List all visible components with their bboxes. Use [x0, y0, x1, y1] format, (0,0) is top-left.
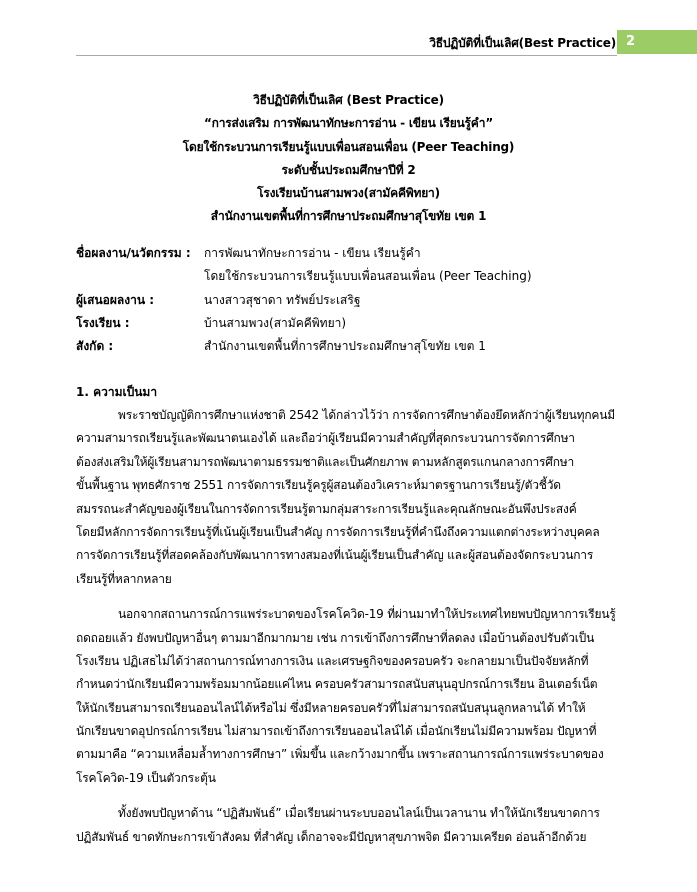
info-value: สำนักงานเขตพื้นที่การศึกษาประถมศึกษาสุโขทัย เขต 1 — [204, 339, 486, 354]
paragraph-line: โรคโควิด-19 เป็นตัวกระตุ้น — [76, 770, 216, 785]
info-key: โรงเรียน : — [76, 315, 130, 330]
title-line: สำนักงานเขตพื้นที่การศึกษาประถมศึกษาสุโขทัย เขต 1 — [210, 209, 487, 224]
paragraph-line: นักเรียนขาดอุปกรณ์การเรียน ไม่สามารถเข้าถึงการเรียนออนไลน์ได้ เมื่อนักเรียนไม่มีความพร้อม ปัญหาที่ — [76, 724, 597, 739]
title-line: วิธีปฏิบัติที่เป็นเลิศ (Best Practice) — [253, 93, 444, 107]
info-key: สังกัด : — [76, 339, 114, 354]
paragraph — [76, 404, 622, 591]
paragraph-line: ปฏิสัมพันธ์ ขาดทักษะการเข้าสังคม ที่สำคัญ เด็กอาจจะมีปัญหาสุขภาพจิต มีความเครียด อ่อนล้าอีกด้วย — [76, 829, 587, 844]
paragraph-line: ขั้นพื้นฐาน พุทธศักราช 2551 การจัดการเรียนรู้ครูผู้สอนต้องวิเคราะห์มาตรฐานการเรียนรู้/ตัวชี้วัด — [76, 478, 561, 493]
info-key: ชื่อผลงาน/นวัตกรรม : — [76, 246, 191, 260]
running-header-title: วิธีปฏิบัติที่เป็นเลิศ(Best Practice) — [429, 36, 616, 50]
title-line: “การส่งเสริม การพัฒนาทักษะการอ่าน - เขียน เรียนรู้คำ” — [203, 116, 494, 131]
paragraph-line: ถดถอยแล้ว ยังพบปัญหาอื่นๆ ตามมาอีกมากมาย เช่น การเข้าถึงการศึกษาที่ลดลง เมื่อบ้านต้องปรับตัวเป็น — [76, 630, 595, 645]
info-row — [76, 242, 636, 265]
paragraph-line: ให้นักเรียนสามารถเรียนออนไลน์ได้หรือไม่ ซึ่งมีหลายครอบครัวที่ไม่สามารถสนับสนุนลูกหลานได้ ทำให้ — [76, 700, 586, 715]
paragraph-line: พระราชบัญญัติการศึกษาแห่งชาติ 2542 ได้กล่าวไว้ว่า การจัดการศึกษาต้องยึดหลักว่าผู้เรียนทุกคนมี — [118, 408, 615, 422]
title-line: โรงเรียนบ้านสามพวง(สามัคคีพิทยา) — [257, 186, 440, 201]
info-row — [76, 335, 636, 358]
section-heading: 1. ความเป็นมา — [76, 385, 158, 399]
page-number-badge: 2 — [617, 30, 697, 54]
info-value: การพัฒนาทักษะการอ่าน - เขียน เรียนรู้คำ — [204, 246, 421, 260]
paragraph-line: ต้องส่งเสริมให้ผู้เรียนสามารถพัฒนาตามธรรมชาติและเป็นศักยภาพ ตามหลักสูตรแกนกลางการศึกษา — [76, 454, 575, 469]
paragraph-line: เรียนรู้ที่หลากหลาย — [76, 571, 172, 586]
title-line: ระดับชั้นประถมศึกษาปีที่ 2 — [281, 162, 416, 177]
paragraph-line: กำหนดว่านักเรียนมีความพร้อมมากน้อยแค่ไหน ครอบครัวสามารถสนับสนุนอุปกรณ์การเรียน อินเตอร์เน็ต — [76, 677, 598, 692]
paragraph-line: การจัดการเรียนรู้ที่สอดคล้องกับพัฒนาการทางสมองที่เน้นผู้เรียนเป็นสำคัญ และผู้สอนต้องจัดกระบวนการ — [76, 548, 594, 563]
paragraph — [76, 603, 622, 790]
paragraph-line: ทั้งยังพบปัญหาด้าน “ปฏิสัมพันธ์” เมื่อเรียนผ่านระบบออนไลน์เป็นเวลานาน ทำให้นักเรียนขาดการ — [118, 806, 600, 821]
title-line: โดยใช้กระบวนการเรียนรู้แบบเพื่อนสอนเพื่อน (Peer Teaching) — [182, 139, 515, 154]
work-info-block — [76, 242, 636, 358]
paragraph-line: โรงเรียน ปฏิเสธไม่ได้ว่าสถานการณ์ทางการเงิน และเศรษฐกิจของครอบครัว จะกลายมาเป็นปัจจัยหลักที่ — [76, 653, 589, 668]
section-body — [76, 404, 622, 861]
paragraph-line: ตามมาคือ “ความเหลื่อมล้ำทางการศึกษา” เพิ่มขึ้น และกว้างมากขึ้น เพราะสถานการณ์การแพร่ระบาดของ — [76, 747, 604, 762]
document-title-block — [20, 89, 677, 229]
info-value: นางสาวสุชาดา ทรัพย์ประเสริฐ — [204, 292, 361, 307]
paragraph-line: ความสามารถเรียนรู้และพัฒนาตนเองได้ และถือว่าผู้เรียนมีความสำคัญที่สุดกระบวนการจัดการศึกษา — [76, 431, 575, 446]
info-row — [76, 289, 636, 312]
info-row — [76, 265, 636, 288]
info-row — [76, 312, 636, 335]
info-key: ผู้เสนอผลงาน : — [76, 292, 155, 307]
paragraph-line: นอกจากสถานการณ์การแพร่ระบาดของโรคโควิด-19 ที่ผ่านมาทำให้ประเทศไทยพบปัญหาการเรียนรู้ — [118, 607, 616, 622]
paragraph — [76, 802, 622, 849]
header-divider — [76, 55, 617, 56]
info-value: โดยใช้กระบวนการเรียนรู้แบบเพื่อนสอนเพื่อน (Peer Teaching) — [204, 269, 532, 284]
paragraph-line: โดยมีหลักการจัดการเรียนรู้ที่เน้นผู้เรียนเป็นสำคัญ การจัดการเรียนรู้ที่คำนึงถึงความแตกต่างระหว่างบุคคล — [76, 524, 600, 539]
paragraph-line: สมรรถนะสำคัญของผู้เรียนในการจัดการเรียนรู้ตามกลุ่มสาระการเรียนรู้และคุณลักษณะอันพึงประสงค์ — [76, 501, 577, 516]
info-value: บ้านสามพวง(สามัคคีพิทยา) — [204, 315, 347, 330]
